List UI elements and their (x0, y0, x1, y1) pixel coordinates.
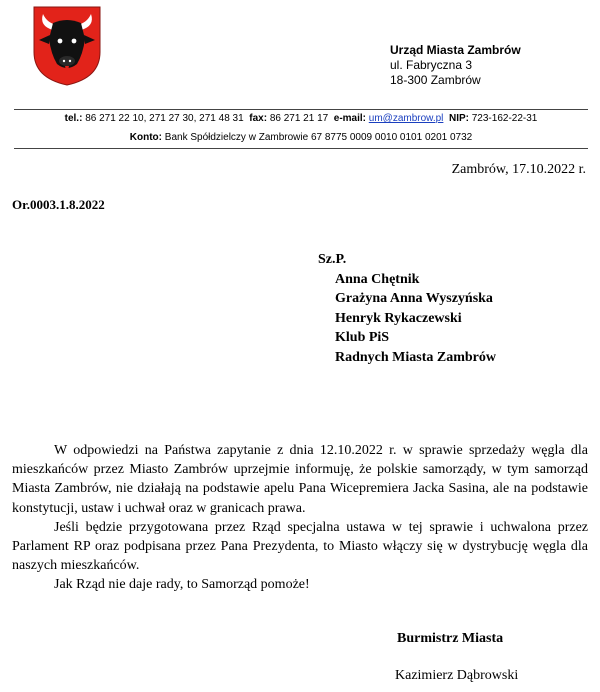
nip-value: 723-162-22-31 (471, 113, 538, 124)
signature-name: Kazimierz Dąbrowski (395, 668, 519, 683)
header-divider-top (14, 109, 588, 110)
letter-body (12, 441, 588, 595)
contact-line (14, 112, 588, 125)
body-paragraph: W odpowiedzi na Państwa zapytanie z dnia 12.10.2022 r. w sprawie sprzedaży węgla dla mieszkańców przez Miasto Zambrów uprzejmie informuję, że polskie samorządy, w tym samorząd Miasta Zambrów, nie działają na podstawie apelu Pana Wicepremiera Jacka Sasina, ale na podstawie konstytucji, ustaw i uchwał oraz w granicach prawa. (12, 443, 588, 516)
signature-title: Burmistrz Miasta (397, 631, 504, 646)
recipient-salutation: Sz.P. (318, 252, 347, 267)
organization-street: ul. Fabryczna 3 (390, 58, 473, 72)
organization-postal-city: 18-300 Zambrów (390, 73, 481, 87)
body-paragraph: Jeśli będzie przygotowana przez Rząd specjalna ustawa w tej sprawie i uchwalona przez Parlament RP oraz podpisana przez Pana Prezydenta, to Miasto włączy się w dystrybucję węgla dla naszych mieszkańców. (12, 519, 588, 574)
organization-name: Urząd Miasta Zambrów (390, 43, 521, 57)
recipient-line: Klub PiS (335, 330, 390, 346)
bank-label: Konto: (129, 132, 162, 143)
recipient-block (318, 250, 496, 368)
fax-label: fax: (249, 113, 268, 124)
reference-number: Or.0003.1.8.2022 (12, 197, 105, 212)
email-label: e-mail: (333, 113, 366, 124)
recipient-line: Radnych Miasta Zambrów (335, 349, 497, 365)
recipient-line: Grażyna Anna Wyszyńska (335, 291, 493, 307)
letter-date: Zambrów, 17.10.2022 r. (451, 162, 586, 177)
header-divider-bottom (14, 148, 588, 149)
tel-value: 86 271 22 10, 271 27 30, 271 48 31 (85, 113, 244, 124)
nip-label: NIP: (448, 113, 469, 124)
fax-value: 86 271 21 17 (269, 113, 329, 124)
tel-label: tel.: (64, 113, 83, 124)
recipient-line: Anna Chętnik (335, 271, 420, 287)
organization-address (390, 43, 521, 88)
email-link[interactable]: um@zambrow.pl (368, 113, 444, 124)
bank-account-line (14, 131, 588, 144)
recipient-line: Henryk Rykaczewski (335, 310, 462, 326)
bank-value: Bank Spółdzielczy w Zambrowie 67 8775 0009 0010 0101 0201 0732 (164, 132, 473, 143)
body-paragraph: Jak Rząd nie daje rady, to Samorząd pomoże! (54, 577, 310, 593)
zambrow-coat-of-arms-bison-icon (33, 6, 101, 86)
